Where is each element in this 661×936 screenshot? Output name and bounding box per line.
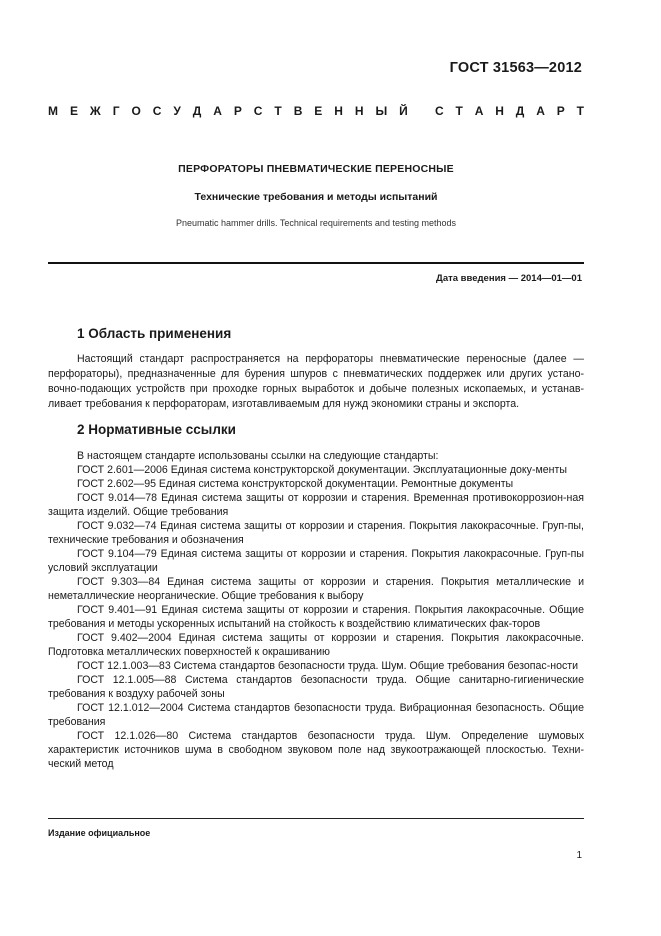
- section-heading-references: 2 Нормативные ссылки: [77, 422, 236, 437]
- section-heading-scope: 1 Область применения: [77, 326, 232, 341]
- banner-letter: Е: [314, 104, 323, 118]
- section-text-scope: Настоящий стандарт распространяется на перфораторы пневматические переносные (далее — перфораторы), предназначенные для бурения шпуров с пневматических поддержек или других устано-вочно-подающих устройств при проходке горных выработок и добыче полезных ископаемых, и устанав-ливает требования к перфораторам, изготавливаемым для нужд экономики страны и экспорта.: [48, 353, 584, 410]
- document-code: ГОСТ 31563—2012: [449, 60, 582, 76]
- page-number: 1: [576, 850, 582, 861]
- banner-letter: А: [474, 104, 484, 118]
- banner-letter: У: [173, 104, 181, 118]
- references-intro: В настоящем стандарте использованы ссылки на следующие стандарты:: [77, 450, 439, 462]
- banner-letter: С: [435, 104, 444, 118]
- references-list: [48, 449, 584, 771]
- reference-item: ГОСТ 9.014—78 Единая система защиты от коррозии и старения. Временная противокоррозион-ная защита изделий. Общие требования: [48, 492, 584, 518]
- document-title-english: Pneumatic hammer drills. Technical requirements and testing methods: [176, 218, 456, 228]
- banner-letter: Р: [233, 104, 242, 118]
- banner-letter: Т: [274, 104, 282, 118]
- reference-item: ГОСТ 12.1.005—88 Система стандартов безопасности труда. Общие санитарно-гигиенические требования к воздуху рабочей зоны: [48, 674, 584, 700]
- introduction-date: Дата введения — 2014—01—01: [436, 273, 582, 284]
- reference-item: ГОСТ 9.032—74 Единая система защиты от коррозии и старения. Покрытия лакокрасочные. Груп-пы, технические требования и обозначения: [48, 520, 584, 546]
- banner-letter: Г: [112, 104, 120, 118]
- banner-letter: М: [48, 104, 58, 118]
- banner-letter: Т: [455, 104, 463, 118]
- banner-letter: Ы: [375, 104, 388, 118]
- reference-item: ГОСТ 9.402—2004 Единая система защиты от коррозии и старения. Покрытия лакокрасочные. Подготовка металлических поверхностей к окрашиванию: [48, 632, 584, 658]
- document-title: ПЕРФОРАТОРЫ ПНЕВМАТИЧЕСКИЕ ПЕРЕНОСНЫЕ: [178, 163, 454, 175]
- reference-item: ГОСТ 12.1.026—80 Система стандартов безопасности труда. Шум. Определение шумовых характеристик источников шума в свободном звуковом поле над звукоотражающей плоскостью. Техни-ческий метод: [48, 730, 584, 770]
- banner-word-interstate: [48, 104, 408, 118]
- edition-note: Издание официальное: [48, 828, 151, 838]
- reference-item: ГОСТ 9.303—84 Единая система защиты от коррозии и старения. Покрытия металлические и неметаллические неорганические. Общие требования к выбору: [48, 576, 584, 602]
- reference-item: ГОСТ 12.1.003—83 Система стандартов безопасности труда. Шум. Общие требования безопас-ности: [77, 660, 579, 672]
- banner-letter: Т: [576, 104, 584, 118]
- banner-letter: Е: [69, 104, 78, 118]
- reference-item: ГОСТ 2.601—2006 Единая система конструкторской документации. Эксплуатационные доку-менты: [77, 464, 567, 476]
- banner-letter: О: [131, 104, 141, 118]
- banner-letter: Д: [192, 104, 202, 118]
- banner-letter: С: [152, 104, 162, 118]
- reference-item: ГОСТ 12.1.012—2004 Система стандартов безопасности труда. Вибрационная безопасность. Общие требования: [48, 702, 584, 728]
- banner-letter: В: [293, 104, 303, 118]
- banner-word-standard: [435, 104, 584, 118]
- banner-letter: А: [536, 104, 545, 118]
- banner-letter: Ж: [89, 104, 101, 118]
- banner-letter: Д: [515, 104, 525, 118]
- banner-letter: Й: [399, 104, 408, 118]
- banner-letter: Н: [334, 104, 343, 118]
- banner-letter: С: [253, 104, 263, 118]
- footer-divider: [48, 818, 584, 819]
- reference-item: ГОСТ 9.401—91 Единая система защиты от коррозии и старения. Покрытия лакокрасочные. Общие требования и методы ускоренных испытаний на стойкость к воздействию климатических фак-торов: [48, 604, 584, 630]
- banner-letter: Н: [354, 104, 364, 118]
- reference-item: ГОСТ 9.104—79 Единая система защиты от коррозии и старения. Покрытия лакокрасочные. Груп-пы условий эксплуатации: [48, 548, 584, 574]
- reference-item: ГОСТ 2.602—95 Единая система конструкторской документации. Ремонтные документы: [77, 478, 514, 490]
- banner-letter: А: [213, 104, 222, 118]
- banner-letter: Н: [495, 104, 504, 118]
- banner-letter: Р: [556, 104, 565, 118]
- header-divider: [48, 262, 584, 264]
- document-subtitle: Технические требования и методы испытаний: [194, 191, 438, 203]
- interstate-standard-banner: [48, 104, 584, 118]
